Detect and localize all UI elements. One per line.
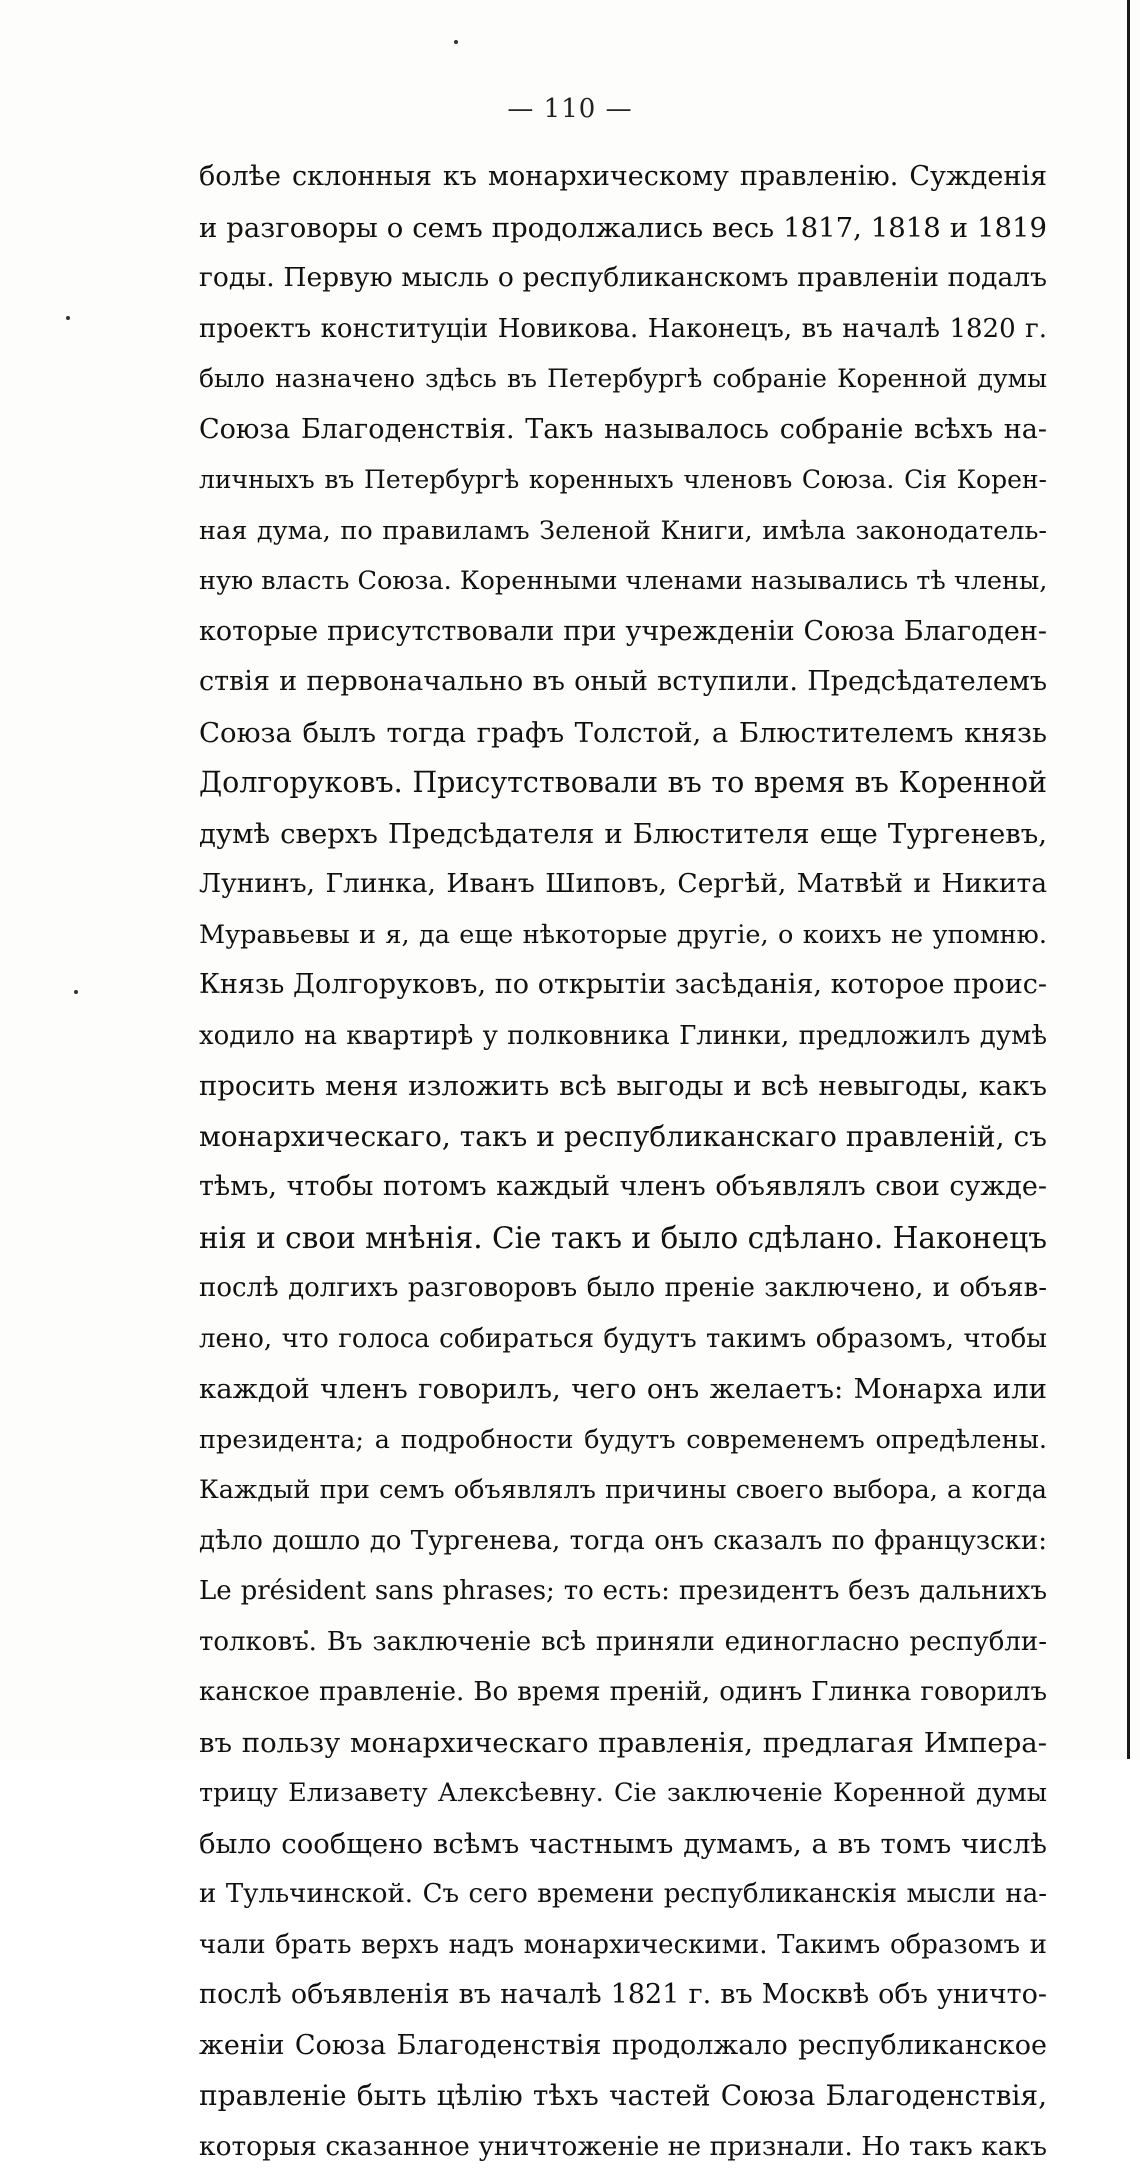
text-line: Le président sans phrases; то есть: президентъ безъ дальнихъ — [199, 1566, 1047, 1617]
scan-speck — [66, 316, 70, 320]
text-line: которые присутствовали при учрежденіи Союза Благоден- — [199, 607, 1047, 658]
page-number: — 110 — — [0, 94, 1140, 124]
text-line: Князь Долгоруковъ, по открытіи засѣданія, которое проис- — [199, 960, 1047, 1011]
text-line: и разговоры о семъ продолжались весь 1817, 1818 и 1819 — [199, 203, 1047, 254]
text-line: годы. Первую мысль о республиканскомъ правленіи подалъ — [199, 253, 1047, 304]
page-body-text — [199, 152, 1047, 2172]
text-line: было сообщено всѣмъ частнымъ думамъ, а въ томъ числѣ — [199, 1819, 1047, 1870]
text-line: ствія и первоначально въ оный вступили. Предсѣдателемъ — [199, 657, 1047, 708]
text-line: трицу Елизавету Алексѣевну. Сіе заключеніе Коренной думы — [199, 1768, 1047, 1819]
text-line: думѣ сверхъ Предсѣдателя и Блюстителя еще Тургеневъ, — [199, 809, 1047, 860]
text-line: послѣ объявленія въ началѣ 1821 г. въ Москвѣ объ уничто- — [199, 1970, 1047, 2021]
text-line: и Тульчинской. Съ сего времени республиканскія мысли на- — [199, 1869, 1047, 1920]
text-line: Муравьевы и я, да еще нѣкоторые другіе, о коихъ не упомню. — [199, 910, 1047, 961]
text-line: канское правленіе. Во время преній, одинъ Глинка говорилъ — [199, 1667, 1047, 1718]
scan-speck — [74, 990, 78, 994]
text-line: монархическаго, такъ и республиканскаго правленій, съ — [199, 1112, 1047, 1163]
text-line: Лунинъ, Глинка, Иванъ Шиповъ, Сергѣй, Матвѣй и Никита — [199, 859, 1047, 910]
text-line: лено, что голоса собираться будутъ такимъ образомъ, чтобы — [199, 1314, 1047, 1365]
text-line: президента; а подробности будутъ современемъ опредѣлены. — [199, 1415, 1047, 1466]
text-line: каждой членъ говорилъ, чего онъ желаетъ: Монарха или — [199, 1364, 1047, 1415]
text-line: дѣло дошло до Тургенева, тогда онъ сказалъ по французски: — [199, 1516, 1047, 1567]
text-line: правленіе быть цѣлію тѣхъ частей Союза Благоденствія, — [199, 2071, 1047, 2122]
text-line: которыя сказанное уничтоженіе не признали. Но такъ какъ — [199, 2122, 1047, 2172]
text-line: было назначено здѣсь въ Петербургѣ собраніе Коренной думы — [199, 354, 1047, 405]
text-line: послѣ долгихъ разговоровъ было преніе заключено, и объяв- — [199, 1263, 1047, 1314]
page-edge-line — [1127, 0, 1130, 1759]
text-line: просить меня изложить всѣ выгоды и всѣ невыгоды, какъ — [199, 1061, 1047, 1112]
text-line: ходило на квартирѣ у полковника Глинки, предложилъ думѣ — [199, 1011, 1047, 1062]
text-line: ную власть Союза. Коренными членами назывались тѣ члены, — [199, 556, 1047, 607]
text-line: Союза былъ тогда графъ Толстой, а Блюстителемъ князь — [199, 708, 1047, 759]
text-line: Долгоруковъ. Присутствовали въ то время въ Коренной — [199, 758, 1047, 809]
text-line: тѣмъ, чтобы потомъ каждый членъ объявлялъ свои сужде- — [199, 1162, 1047, 1213]
text-line: въ пользу монархическаго правленія, предлагая Импера- — [199, 1718, 1047, 1769]
text-line: ная дума, по правиламъ Зеленой Книги, имѣла законодатель- — [199, 506, 1047, 557]
text-line: Каждый при семъ объявлялъ причины своего выбора, а когда — [199, 1465, 1047, 1516]
text-line: женіи Союза Благоденствія продолжало республиканское — [199, 2021, 1047, 2072]
text-line: толковъ. Въ заключеніе всѣ приняли единогласно республи- — [199, 1617, 1047, 1668]
text-line: чали брать верхъ надъ монархическими. Такимъ образомъ и — [199, 1920, 1047, 1971]
text-line: проектъ конституціи Новикова. Наконецъ, въ началѣ 1820 г. — [199, 304, 1047, 355]
text-line: болѣе склонныя къ монархическому правленію. Сужденія — [199, 152, 1047, 203]
text-line: личныхъ въ Петербургѣ коренныхъ членовъ Союза. Сія Корен- — [199, 455, 1047, 506]
scan-speck — [454, 40, 458, 44]
text-line: нія и свои мнѣнія. Сіе такъ и было сдѣлано. Наконецъ — [199, 1213, 1047, 1264]
text-line: Союза Благоденствія. Такъ называлось собраніе всѣхъ на- — [199, 405, 1047, 456]
